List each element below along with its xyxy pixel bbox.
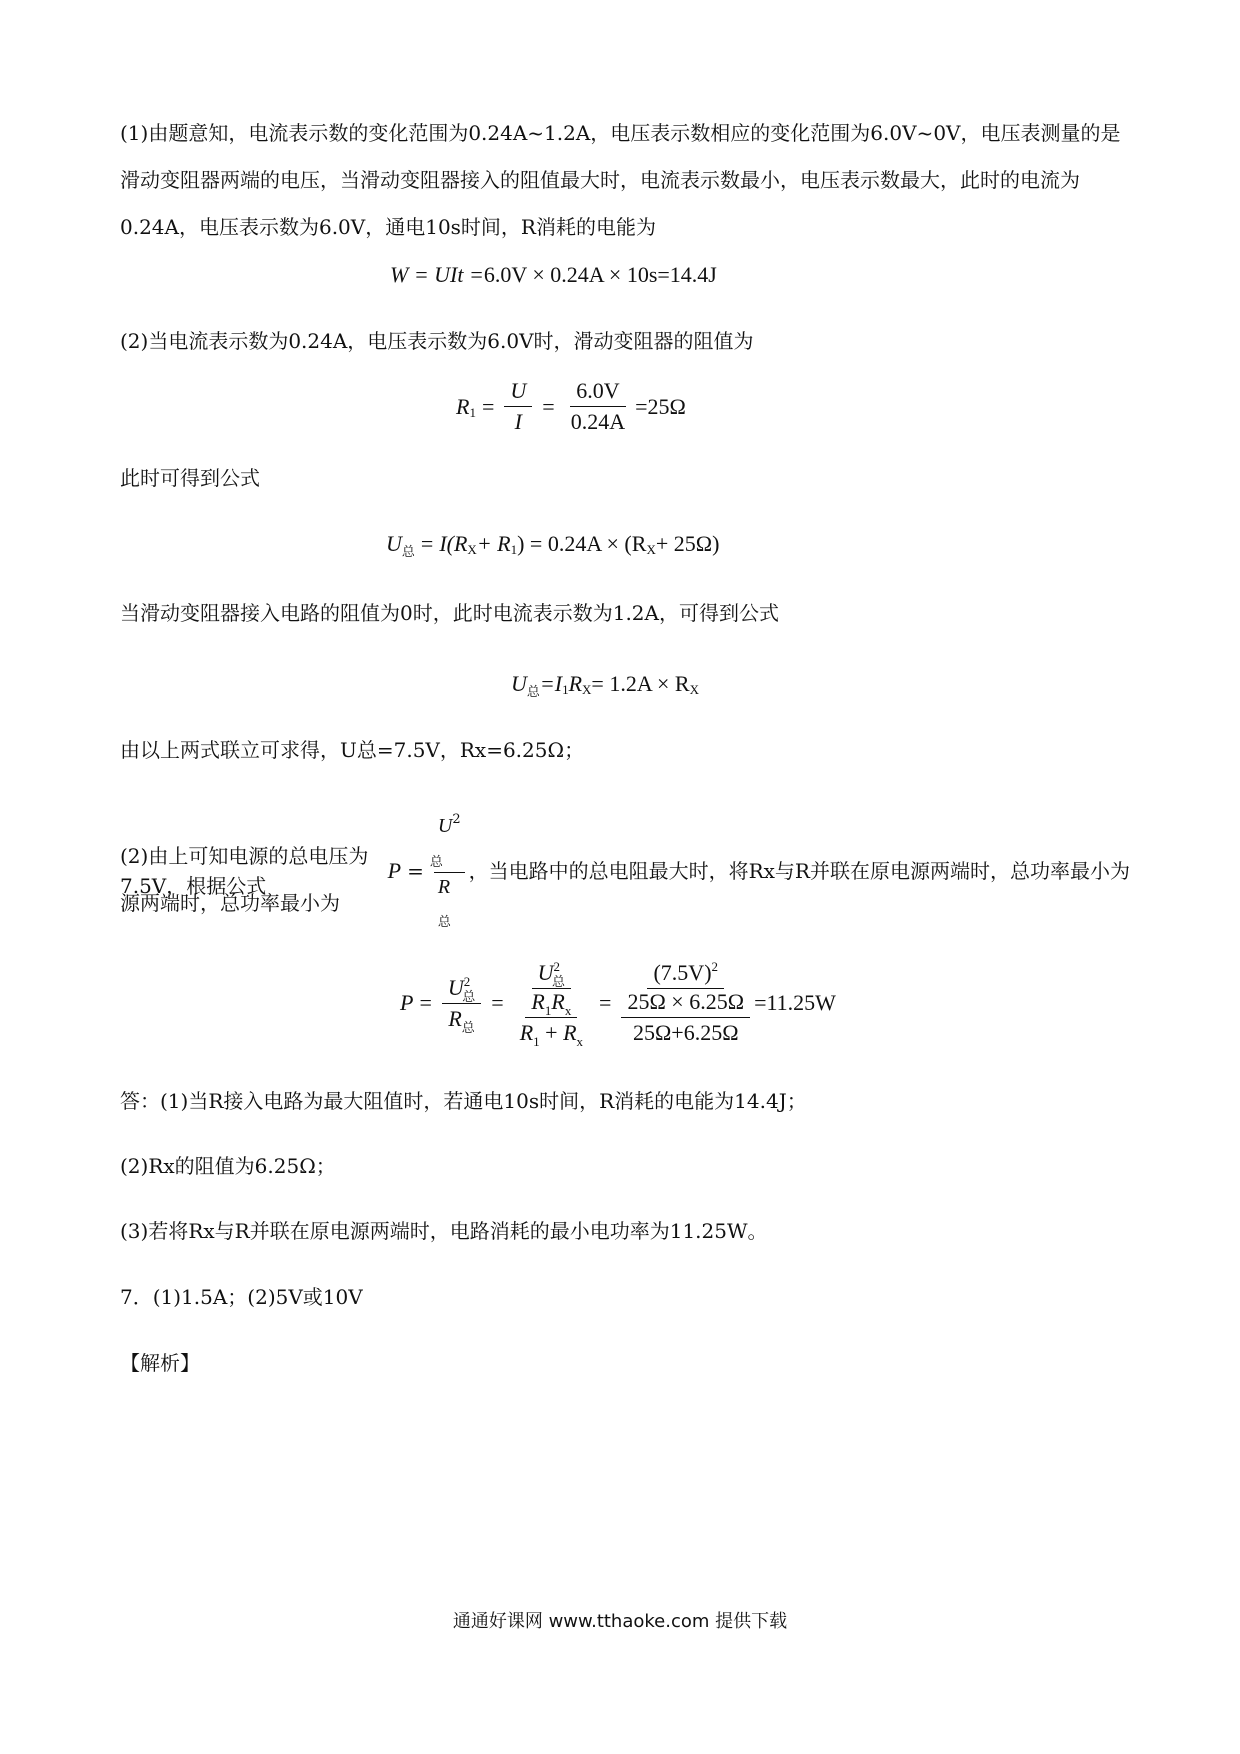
eq3-rhs: ) = 0.24A × (R [517, 531, 647, 556]
eq5-frac-1: $\frac{U^2_总}{R_总}$ [442, 975, 481, 1032]
eq5-den3a: 25Ω × 6.25Ω [621, 989, 750, 1018]
eq3-sub-x: X [467, 542, 477, 557]
eq3-mid: + R [476, 531, 511, 556]
eq5-frac-3 [621, 960, 750, 1046]
paragraph-4: 当滑动变阻器接入电路的阻值为0时，此时电流表示数为1.2A，可得到公式 [120, 601, 779, 625]
analysis-heading: 【解析】 [120, 1351, 200, 1375]
eq4-sub1: 1 [562, 682, 569, 697]
eq2-lhs-sub: 1 [469, 404, 476, 420]
eq5-sup2: 2 [711, 959, 719, 974]
p6-after: ，当电路中的总电阻最大时，将Rx与R并联在原电源两端时，总功率最小为 [468, 859, 1130, 883]
eq2-lhs: R [456, 393, 470, 419]
answer-1: 答：(1)当R接入电路为最大阻值时，若通电10s时间，R消耗的电能为14.4J； [120, 1089, 807, 1113]
equation-total-voltage-2: U 总 =I 1 R X = 1.2A × R X [511, 671, 699, 699]
question-7-answer: 7．(1)1.5A；(2)5V或10V [120, 1285, 363, 1309]
eq2-result: =25Ω [635, 393, 686, 419]
eq3-text: I(R [439, 531, 468, 556]
eq4-r: R [568, 671, 583, 696]
eq2-den-value: 0.24A [570, 409, 626, 434]
eq3-rhs-sub: X [646, 542, 656, 557]
eq1-rhs: 6.0V × 0.24A × 10s=14.4J [483, 262, 717, 287]
p6-before: (2)由上可知电源的总电压为7.5V，根据公式 [120, 844, 369, 898]
eq4-rhs-sub: X [689, 682, 699, 697]
eq4-mid: =I [539, 671, 563, 696]
eq4-sub-x: X [582, 682, 592, 697]
eq4-rhs: = 1.2A × R [591, 671, 690, 696]
paragraph-1: (1)由题意知，电流表示数的变化范围为0.24A~1.2A，电压表示数相应的变化范围为6.0V~0V，电压表测量的是滑动变阻器两端的电压，当滑动变阻器接入的阻值最大时，电流表示数最小，电压表示数最大，此时的电流为0.24A，电压表示数为6.0V，通电10s时间，R消耗的电能为 [120, 121, 1121, 239]
eq2-frac-values [565, 378, 631, 435]
eq2-num-u: U [504, 378, 532, 407]
paragraph-5: 由以上两式联立可求得，U总=7.5V，Rx=6.25Ω； [120, 738, 585, 762]
equation-total-voltage-1: U 总 = I(R X + R 1 ) = 0.24A × (R X + 25Ω) [386, 531, 720, 559]
inline-power-formula: $\frac{U^2_总}{R_总}$ [434, 812, 465, 930]
eq5-num3: (7.5V) [653, 960, 712, 985]
eq2-num-value: 6.0V [570, 378, 625, 407]
footer-source: 通通好课网 www.tthaoke.com 提供下载 [452, 1611, 788, 1632]
paragraph-6-line-1: (2)由上可知电源的总电压为7.5V，根据公式 P = $\frac{U^2_总}{R_总}$ ，当电路中的总电阻最大时，将Rx与R并联在原电源两端时，总功率最小为 [120, 812, 1130, 930]
equation-resistance: R 1 = $\frac{U}{I}$ = $\frac{6.0V}{0.24A}$ =25Ω [456, 378, 686, 434]
eq3-rhs-end: + 25Ω) [655, 531, 720, 556]
equation-min-power: P = $\frac{U^2_总}{R_总}$ = $\frac{U^2_总}{\frac{R_1R_x}{R_1 + R_x}}$ = $\frac{(7.5V)^2}{\frac{25\Omega \times 6.25\Omega}{25\Omega+6.25\Omega}}$ =11.25W [400, 959, 836, 1049]
eq1-lhs: W = UIt = [390, 262, 484, 287]
paragraph-3: 此时可得到公式 [120, 466, 260, 490]
eq5-p: P [400, 990, 414, 1015]
answer-2: (2)Rx的阻值为6.25Ω； [120, 1154, 336, 1178]
eq5-result: =11.25W [754, 990, 836, 1015]
equation-energy [390, 262, 717, 288]
eq2-frac-ui [504, 378, 532, 435]
paragraph-6-wrap: 源两端时，总功率最小为 [120, 891, 340, 915]
eq3-sub-1: 1 [510, 542, 518, 557]
eq5-den3b: 25Ω+6.25Ω [632, 1020, 739, 1045]
eq2-den-i: I [514, 409, 522, 434]
eq5-frac-2: $\frac{U^2_总}{\frac{R_1R_x}{R_1 + R_x}}$ [519, 959, 584, 1049]
answer-3: (3)若将Rx与R并联在原电源两端时，电路消耗的最小电功率为11.25W。 [120, 1219, 768, 1243]
paragraph-2: (2)当电流表示数为0.24A，电压表示数为6.0V时，滑动变阻器的阻值为 [120, 329, 754, 353]
